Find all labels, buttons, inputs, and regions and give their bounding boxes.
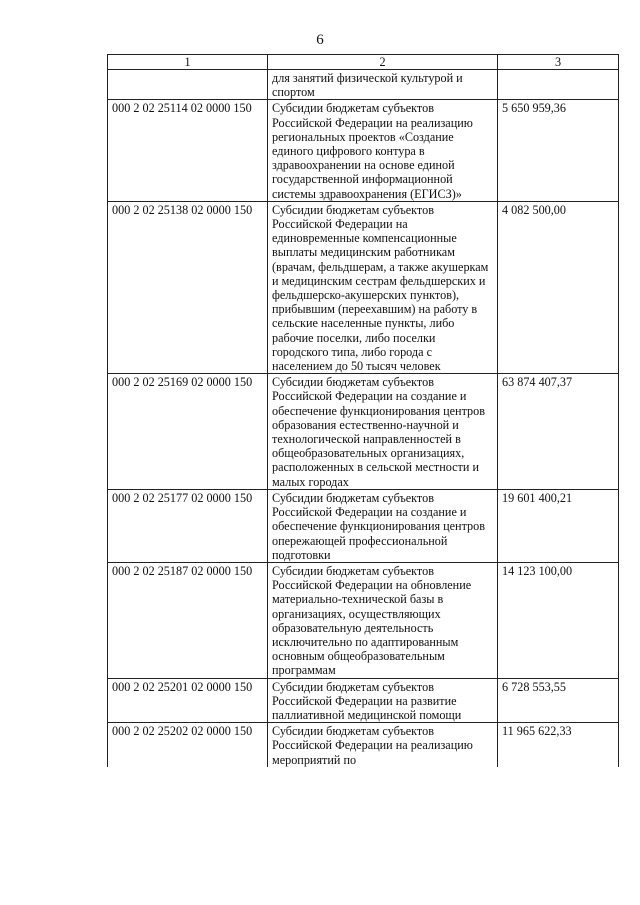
amount-cell: 11 965 622,33: [498, 723, 619, 767]
amount-cell: 6 728 553,55: [498, 678, 619, 723]
description-cell: Субсидии бюджетам субъектов Российской Федерации на создание и обеспечение функционирования центров образования естественно-научной и технологической направленностей в общеобразовательных организациях, расположенных в сельской местности и малых городах: [268, 374, 498, 490]
budget-code-cell: 000 2 02 25177 02 0000 150: [108, 489, 268, 562]
column-header: 2: [268, 55, 498, 70]
column-header: 1: [108, 55, 268, 70]
column-header: 3: [498, 55, 619, 70]
table-row: [108, 201, 619, 373]
budget-table: [107, 54, 619, 767]
budget-code-cell: 000 2 02 25187 02 0000 150: [108, 562, 268, 678]
table-row: [108, 678, 619, 723]
table-row: [108, 374, 619, 490]
amount-cell: 14 123 100,00: [498, 562, 619, 678]
amount-cell: [498, 70, 619, 100]
amount-cell: 63 874 407,37: [498, 374, 619, 490]
table-row: [108, 562, 619, 678]
description-cell: для занятий физической культурой и спортом: [268, 70, 498, 100]
description-cell: Субсидии бюджетам субъектов Российской Федерации на создание и обеспечение функционирования центров опережающей профессиональной подготовки: [268, 489, 498, 562]
table-row: [108, 489, 619, 562]
budget-code-cell: 000 2 02 25202 02 0000 150: [108, 723, 268, 767]
description-cell: Субсидии бюджетам субъектов Российской Федерации на единовременные компенсационные выплаты медицинским работникам (врачам, фельдшерам, а также акушеркам и медицинским сестрам фельдшерских и фельдшерско-акушерских пунктов), прибывшим (переехавшим) на работу в сельские населенные пункты, либо рабочие поселки, либо поселки городского типа, либо города с населением до 50 тысяч человек: [268, 201, 498, 373]
table-row-continuation: [108, 70, 619, 100]
table-header-row: [108, 55, 619, 70]
description-cell: Субсидии бюджетам субъектов Российской Федерации на реализацию региональных проектов «Создание единого цифрового контура в здравоохранении на основе единой государственной информационной системы здравоохранения (ЕГИСЗ)»: [268, 100, 498, 201]
amount-cell: 4 082 500,00: [498, 201, 619, 373]
budget-code-cell: 000 2 02 25114 02 0000 150: [108, 100, 268, 201]
table-row: [108, 723, 619, 767]
description-cell: Субсидии бюджетам субъектов Российской Федерации на обновление материально-технической базы в организациях, осуществляющих образовательную деятельность исключительно по адаптированным основным общеобразовательным программам: [268, 562, 498, 678]
budget-code-cell: 000 2 02 25201 02 0000 150: [108, 678, 268, 723]
amount-cell: 19 601 400,21: [498, 489, 619, 562]
table-row: [108, 100, 619, 201]
budget-code-cell: 000 2 02 25169 02 0000 150: [108, 374, 268, 490]
budget-code-cell: 000 2 02 25138 02 0000 150: [108, 201, 268, 373]
description-cell: Субсидии бюджетам субъектов Российской Федерации на развитие паллиативной медицинской помощи: [268, 678, 498, 723]
description-cell: Субсидии бюджетам субъектов Российской Федерации на реализацию мероприятий по: [268, 723, 498, 767]
amount-cell: 5 650 959,36: [498, 100, 619, 201]
budget-code-cell: [108, 70, 268, 100]
page-number: 6: [316, 32, 324, 48]
